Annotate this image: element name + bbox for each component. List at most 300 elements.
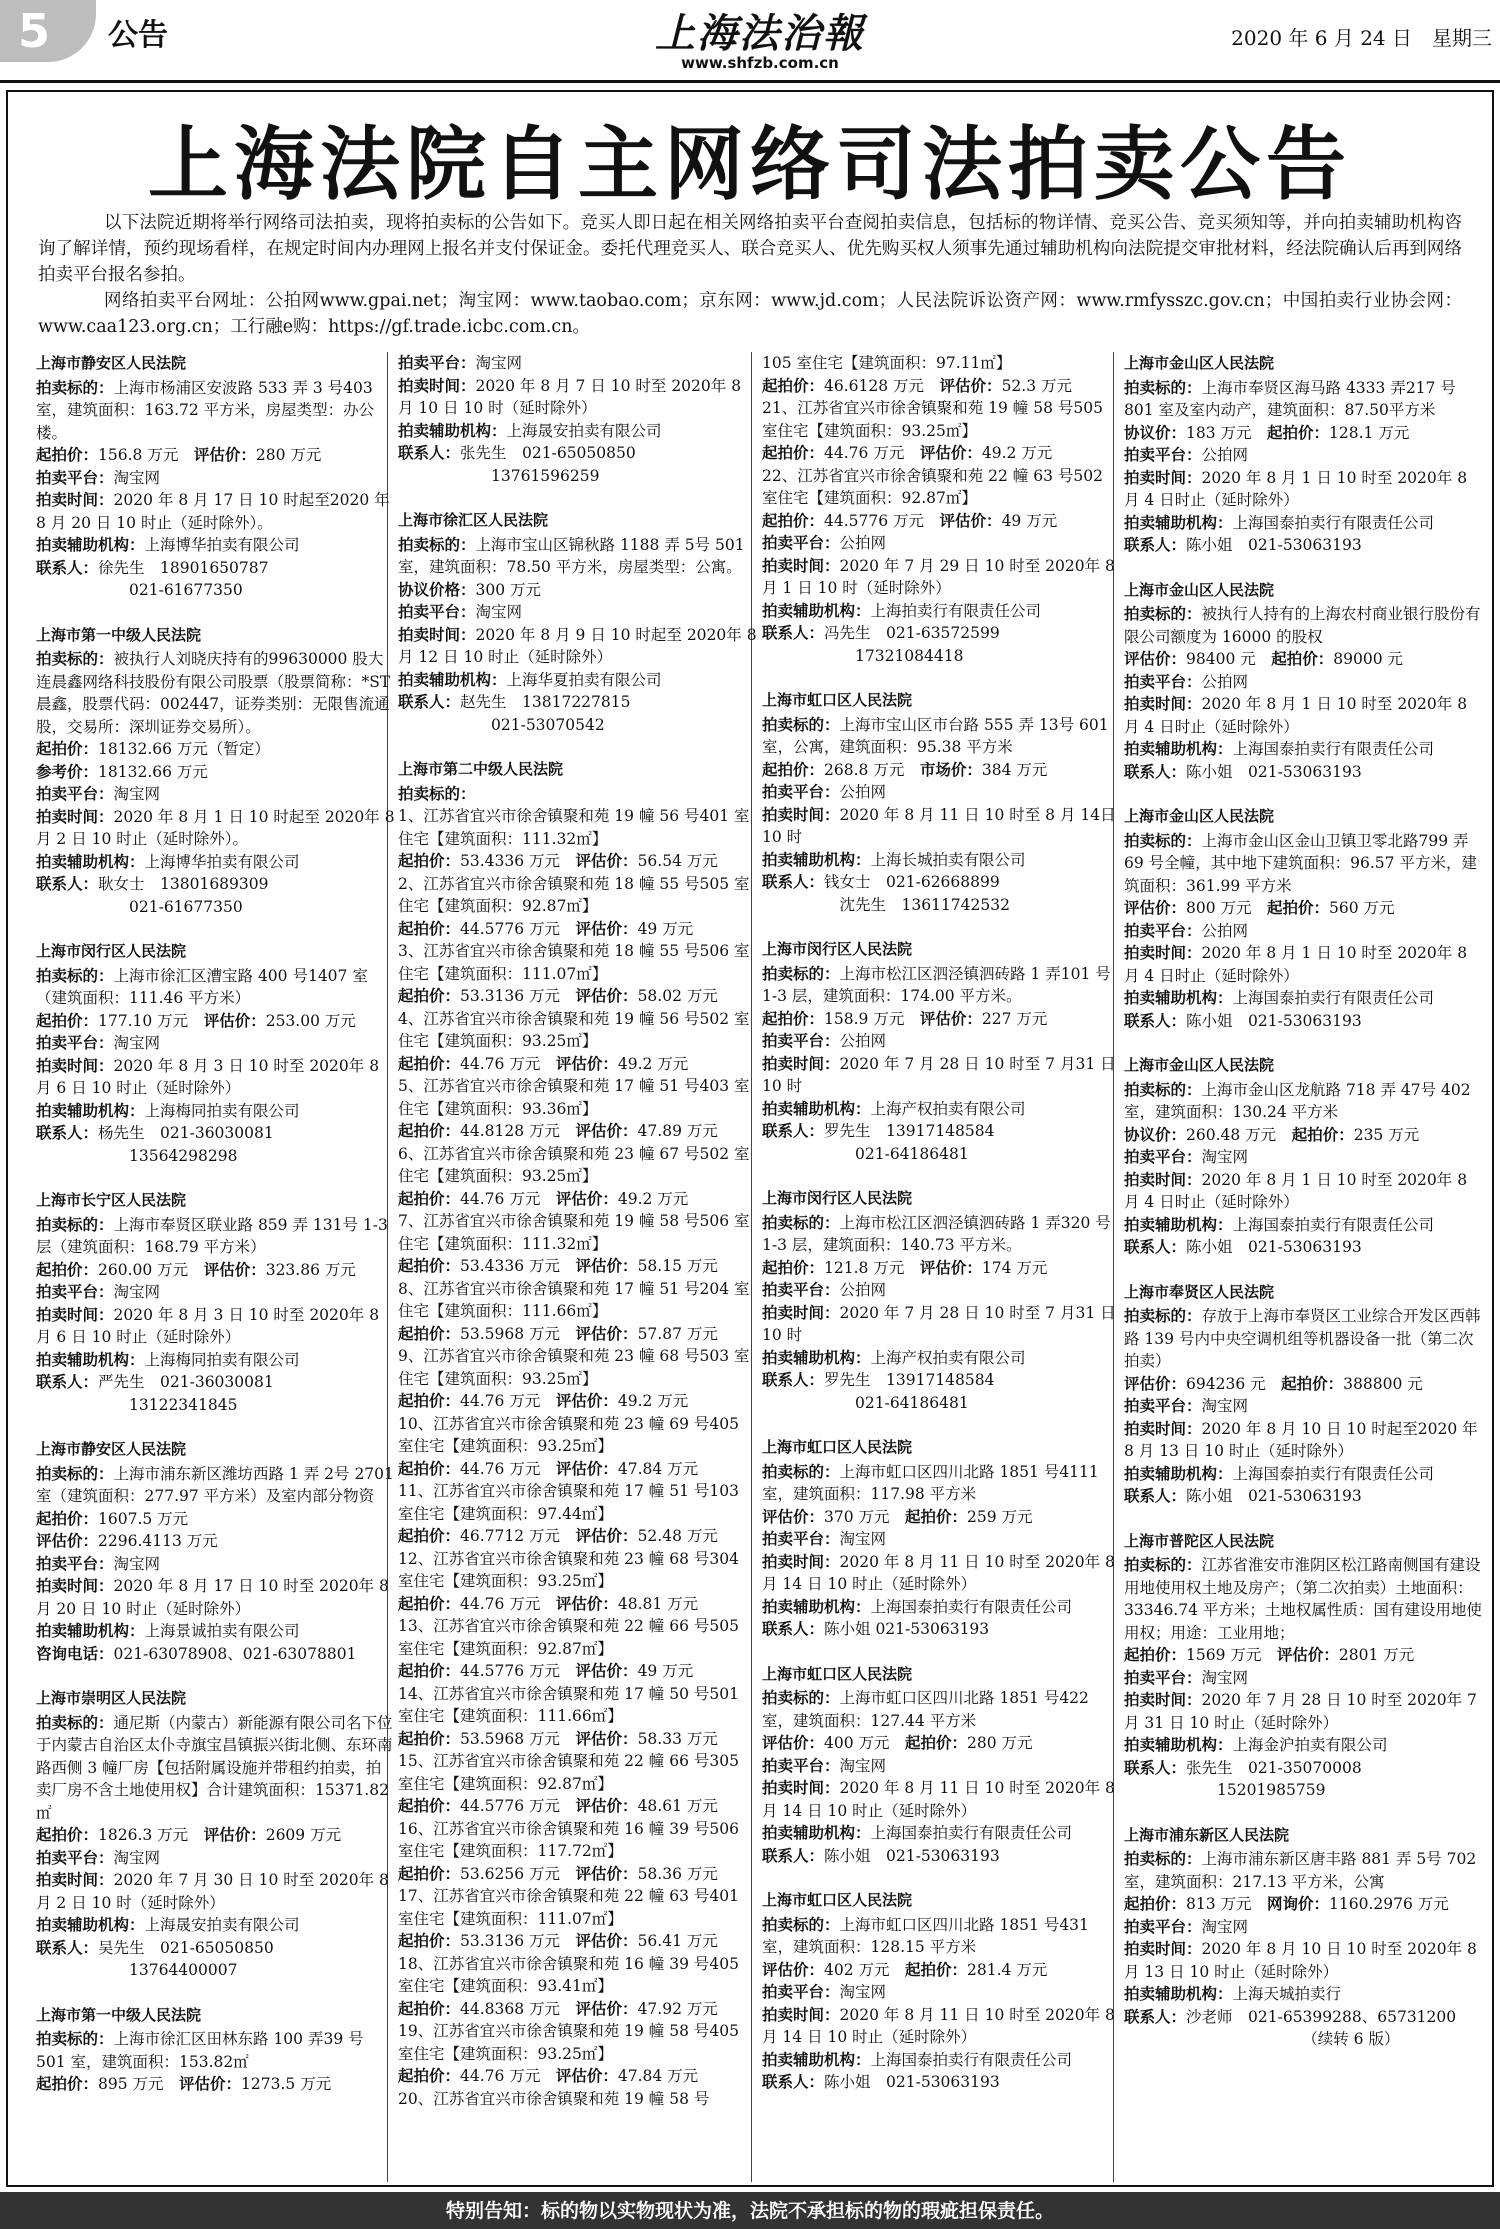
notice-line: 评估价：2296.4113 万元 (36, 1532, 218, 1550)
field-label: 起拍价： (398, 852, 461, 870)
notice-line: 拍卖标的：上海市宝山区锦秋路 1188 弄 5号 501 室，建筑面积：78.50 平方米，房屋类型：公寓。 (398, 535, 750, 576)
field-label: 评估价： (575, 852, 638, 870)
notice-line: 拍卖辅助机构：上海国泰拍卖行有限责任公司 (1124, 989, 1435, 1007)
notice-line: 联系人：赵先生 13817227815 (398, 693, 631, 711)
field-label: 协议价格： (398, 580, 476, 599)
footer-disclaimer: 特别告知：标的物以实物现状为准，法院不承担标的物的瑕疵担保责任。 (445, 2200, 1054, 2222)
field-label: 市场价： (919, 760, 982, 779)
notice-line: 评估价：98400 元 起拍价：89000 元 (1124, 650, 1404, 668)
field-label: 拍卖辅助机构： (762, 1824, 871, 1842)
court-name: 上海市金山区人民法院 (1124, 807, 1275, 825)
field-label: 拍卖平台： (398, 603, 476, 621)
field-label: 拍卖平台： (1124, 1148, 1202, 1166)
court-name: 上海市闵行区人民法院 (36, 942, 187, 960)
newspaper-url: www.shfzb.com.cn (681, 54, 839, 72)
field-label: 拍卖标的： (36, 650, 114, 668)
notice-line: 拍卖平台：淘宝网 (1124, 1148, 1249, 1166)
notice-line: 拍卖标的：上海市虹口区四川北路 1851 号431 室，建筑面积：128.15 平方米 (762, 1915, 1094, 1956)
notice-line: 16、江苏省宜兴市徐舍镇聚和苑 16 幢 39 号506 室住宅【建筑面积：117.72㎡】 (398, 1819, 744, 1860)
notice-line: 协议价：183 万元 起拍价：128.1 万元 (1124, 423, 1410, 442)
field-label: 拍卖时间： (1124, 1419, 1202, 1438)
auction-notice (398, 509, 762, 736)
notice-line: 联系人：陈小姐 021-53063193 (1124, 762, 1362, 781)
notice-line: 联系人：罗先生 13917148584 (762, 1371, 995, 1389)
notice-line: 拍卖平台：公拍网 (1124, 672, 1249, 691)
notice-line: 拍卖时间：2020 年 8 月 3 日 10 时至 2020年 8 月 6 日 10 时止（延时除外） (36, 1305, 384, 1346)
field-label: 评估价： (1124, 650, 1187, 668)
notice-line: 拍卖平台：公拍网 (762, 534, 887, 552)
field-label: 拍卖平台： (1124, 921, 1202, 940)
notice-line: 4、江苏省宜兴市徐舍镇聚和苑 19 幢 56 号502 室住宅【建筑面积：93.25㎡】 (398, 1009, 750, 1050)
field-label: 拍卖辅助机构： (36, 852, 145, 871)
notice-line: 20、江苏省宜兴市徐舍镇聚和苑 19 幢 58 号 (398, 2089, 710, 2108)
court-name: 上海市第一中级人民法院 (36, 2005, 202, 2024)
notice-line: 拍卖平台：淘宝网 (762, 1983, 887, 2001)
notice-line: 拍卖标的：存放于上海市奉贤区工业综合开发区西韩路 139 号内中央空调机组等机器设备一批（第二次拍卖） (1124, 1307, 1481, 1370)
field-label: 评估价： (36, 1532, 99, 1550)
notice-line: 拍卖时间：2020 年 8 月 17 日 10 时至 2020年 8 月 20 日 10 时止（延时除外） (36, 1577, 394, 1618)
court-name: 上海市普陀区人民法院 (1124, 1531, 1275, 1550)
notice-line: 起拍价：53.4336 万元 评估价：58.15 万元 (398, 1257, 718, 1275)
field-label: 评估价： (575, 1999, 638, 2018)
notice-line: 起拍价：44.76 万元 评估价：49.2 万元 (398, 1392, 689, 1410)
field-label: 拍卖标的： (762, 1915, 840, 1934)
notice-line: 起拍价：53.5968 万元 评估价：57.87 万元 (398, 1324, 718, 1343)
field-label: 评估价： (193, 446, 256, 464)
auction-notice (398, 758, 758, 2110)
field-label: 拍卖辅助机构： (762, 2050, 871, 2069)
field-label: 评估价： (179, 2075, 242, 2093)
field-label: 联系人： (1124, 1758, 1187, 1777)
field-label: 起拍价： (762, 444, 825, 462)
auction-notice (1124, 805, 1484, 1032)
notice-line: 拍卖平台：淘宝网 (1124, 1668, 1249, 1687)
masthead (0, 0, 1500, 86)
notice-line: 14、江苏省宜兴市徐舍镇聚和苑 17 幢 50 号501 室住宅【建筑面积：111.66㎡】 (398, 1684, 744, 1725)
notice-line: 拍卖辅助机构：上海博华拍卖有限公司 (36, 536, 300, 554)
field-label: 起拍价： (762, 511, 825, 530)
field-label: 拍卖平台： (762, 534, 840, 552)
field-label: 拍卖标的： (762, 964, 840, 983)
court-name: 上海市奉贤区人民法院 (1124, 1282, 1275, 1301)
field-label: 拍卖辅助机构： (36, 536, 145, 554)
notice-line: 5、江苏省宜兴市徐舍镇聚和苑 17 幢 51 号403 室住宅【建筑面积：93.36㎡】 (398, 1077, 750, 1118)
notice-line: 拍卖平台：淘宝网 (398, 603, 523, 621)
field-label: 联系人： (36, 1373, 99, 1391)
field-label: 评估价： (939, 511, 1002, 530)
notice-line: 22、江苏省宜兴市徐舍镇聚和苑 22 幢 63 号502 室住宅【建筑面积：92.87㎡】 (762, 466, 1108, 507)
field-label: 起拍价： (1271, 650, 1334, 668)
notice-line: 021-61677350 (36, 897, 243, 916)
field-label: 拍卖平台： (762, 1281, 840, 1299)
field-label: 评估价： (575, 1729, 638, 1748)
field-label: 起拍价： (36, 2075, 99, 2093)
auction-notice (36, 940, 396, 1167)
field-label: 起拍价： (1281, 1374, 1344, 1393)
field-label: 起拍价： (398, 1527, 461, 1545)
field-label: 评估价： (555, 1189, 618, 1208)
field-label: 协议价： (1124, 1125, 1187, 1144)
notice-line: 021-64186481 (762, 1393, 969, 1412)
field-label: 拍卖辅助机构： (398, 670, 507, 689)
field-label: 起拍价： (1267, 899, 1330, 917)
notice-line: 起拍价：46.6128 万元 评估价：52.3 万元 (762, 376, 1073, 395)
field-label: 评估价： (575, 919, 638, 938)
notice-line: 拍卖时间：2020 年 8 月 11 日 10 时至 8 月 14日 10 时 (762, 805, 1121, 846)
field-label: 拍卖平台： (36, 1554, 114, 1573)
field-label: 起拍价： (398, 1594, 461, 1613)
page-headline: 上海法院自主网络司法拍卖公告 (148, 117, 1352, 211)
notice-line: 拍卖辅助机构：上海国泰拍卖行有限责任公司 (762, 1824, 1073, 1842)
notice-line: 起拍价：53.3136 万元 评估价：56.41 万元 (398, 1932, 718, 1950)
court-name: 上海市闵行区人民法院 (762, 940, 913, 958)
notice-line: 拍卖标的：上海市金山区龙航路 718 弄 47号 402 室，建筑面积：130.24 平方米 (1124, 1080, 1476, 1121)
field-label: 评估价： (575, 1122, 638, 1140)
field-label: 参考价： (36, 762, 99, 781)
field-label: 拍卖时间： (1124, 1691, 1202, 1709)
notice-line: 起拍价：44.76 万元 评估价：47.84 万元 (398, 1459, 699, 1478)
field-label: 拍卖时间： (762, 556, 840, 575)
notice-line: 起拍价：895 万元 评估价：1273.5 万元 (36, 2075, 332, 2093)
auction-notice (762, 352, 1122, 667)
notice-line: 拍卖时间：2020 年 7 月 28 日 10 时至 2020年 7 月 31 日 10 时止（延时除外） (1124, 1691, 1482, 1732)
auction-notice (1124, 1281, 1484, 1508)
field-label: 拍卖辅助机构： (398, 421, 507, 440)
field-label: 拍卖平台： (762, 1983, 840, 2001)
notice-line: 参考价：18132.66 万元 (36, 762, 208, 781)
notice-line: 7、江苏省宜兴市徐舍镇聚和苑 19 幢 58 号506 室住宅【建筑面积：111.32㎡】 (398, 1212, 750, 1253)
notice-line: 拍卖标的：上海市徐汇区漕宝路 400 号1407 室（建筑面积：111.46 平方米） (36, 966, 368, 1007)
field-label: 起拍价： (398, 987, 461, 1005)
field-label: 拍卖辅助机构： (762, 1348, 871, 1367)
notice-line: 联系人：张先生 021-35070008 (1124, 1758, 1362, 1777)
notice-line: 联系人：徐先生 18901650787 (36, 558, 269, 577)
notice-line: 021-61677350 (36, 581, 243, 599)
notice-line: 拍卖时间：2020 年 8 月 1 日 10 时至 2020年 8 月 4 日时止（延时除外） (1124, 468, 1472, 509)
field-label: 评估价： (575, 1257, 638, 1275)
field-label: 评估价： (555, 1392, 618, 1410)
notice-line: 起拍价：121.8 万元 评估价：174 万元 (762, 1258, 1048, 1277)
notice-line: 拍卖平台：淘宝网 (762, 1530, 887, 1548)
field-label: 联系人： (762, 624, 825, 642)
field-label: 评估价： (1276, 1646, 1339, 1664)
field-label: 拍卖标的： (1124, 1307, 1202, 1325)
notice-line: 拍卖时间：2020 年 8 月 11 日 10 时至 2020年 8 月 14 日 10 时止（延时除外） (762, 1779, 1120, 1820)
field-label: 联系人： (1124, 1011, 1187, 1030)
field-label: 拍卖标的： (1124, 378, 1202, 397)
notice-line: 拍卖标的：上海市虹口区四川北路 1851 号4111 室，建筑面积：117.98 平方米 (762, 1462, 1104, 1503)
notice-line: 起拍价：44.8128 万元 评估价：47.89 万元 (398, 1122, 718, 1140)
notice-line: 拍卖标的：上海市浦东新区唐丰路 881 弄 5号 702 室，建筑面积：217.13 平方米，公寓 (1124, 1850, 1482, 1891)
intro-text (38, 210, 1462, 340)
notice-line: 联系人：陈小姐 021-53063193 (1124, 1011, 1362, 1030)
field-label: 拍卖标的： (36, 378, 114, 397)
field-label: 拍卖平台： (36, 468, 114, 487)
notice-line: 起拍价：158.9 万元 评估价：227 万元 (762, 1009, 1048, 1028)
field-label: 起拍价： (398, 1864, 461, 1883)
auction-notice (36, 1687, 396, 1982)
notice-line: 18、江苏省宜兴市徐舍镇聚和苑 16 幢 39 号405 室住宅【建筑面积：93.41㎡】 (398, 1954, 744, 1995)
field-label: 起拍价： (1124, 1895, 1187, 1913)
notice-line: 评估价：400 万元 起拍价：280 万元 (762, 1734, 1033, 1752)
field-label: 起拍价： (398, 2067, 461, 2085)
field-label: 起拍价： (398, 1257, 461, 1275)
notice-line: 拍卖平台：公拍网 (1124, 446, 1249, 464)
court-name: 上海市长宁区人民法院 (36, 1191, 187, 1209)
field-label: 拍卖时间： (1124, 468, 1202, 487)
court-name: 上海市金山区人民法院 (1124, 1056, 1275, 1074)
field-label: 联系人： (36, 558, 99, 577)
notice-line: 拍卖时间：2020 年 7 月 30 日 10 时至 2020年 8 月 2 日 10 时（延时除外） (36, 1871, 394, 1912)
notice-line: 拍卖标的：被执行人持有的上海农村商业银行股份有限公司额度为 16000 的股权 (1124, 605, 1481, 646)
notice-line: 拍卖标的：上海市奉贤区联业路 859 弄 131号 1-3 层（建筑面积：168.79 平方米） (36, 1215, 393, 1256)
notice-line: 拍卖辅助机构：上海国泰拍卖行有限责任公司 (1124, 513, 1435, 532)
notice-line (398, 783, 758, 806)
field-label: 评估价： (919, 444, 982, 462)
field-label: 联系人： (1124, 762, 1187, 781)
notice-line: 021-64186481 (762, 1144, 969, 1163)
court-name: 上海市金山区人民法院 (1124, 354, 1275, 372)
field-label: 网询价： (1267, 1895, 1330, 1913)
notice-line: 联系人：冯先生 021-63572599 (762, 624, 1000, 642)
notice-line: 拍卖时间：2020 年 8 月 1 日 10 时至 2020年 8 月 4 日时止（延时除外） (1124, 944, 1472, 985)
notice-line: 拍卖辅助机构：上海产权拍卖有限公司 (762, 1348, 1026, 1367)
court-name: 上海市虹口区人民法院 (762, 1438, 913, 1456)
notice-line: 拍卖标的：上海市徐汇区田林东路 100 弄39 号 501 室，建筑面积：153.82㎡ (36, 2030, 369, 2071)
field-label: 拍卖标的： (36, 1713, 114, 1732)
court-name: 上海市第二中级人民法院 (398, 760, 564, 778)
intro-paragraph: 以下法院近期将举行网络司法拍卖，现将拍卖标的公告如下。竞买人即日起在相关网络拍卖平台查阅拍卖信息，包括标的物详情、竞买公告、竞买须知等，并向拍卖辅助机构咨询了解详情，预约现场看样，在规定时间内办理网上报名并支付保证金。委托代理竞买人、联合竞买人、优先购买权人须事先通过辅助机构向法院提交审批材料，经法院确认后再到网络拍卖平台报名参拍。 (38, 213, 1462, 285)
auction-notice (36, 352, 396, 602)
notice-line: 起拍价：44.76 万元 评估价：47.84 万元 (398, 2067, 699, 2085)
notice-line: 19、江苏省宜兴市徐舍镇聚和苑 19 幢 58 号405 室住宅【建筑面积：93.25㎡】 (398, 2022, 744, 2063)
auction-notice (1124, 1530, 1484, 1802)
newspaper-logo: 上海法治報 (655, 10, 865, 57)
field-label: 拍卖辅助机构： (762, 601, 871, 620)
page-number-badge (0, 0, 96, 62)
field-label: 评估价： (762, 1960, 825, 1979)
court-name: 上海市金山区人民法院 (1124, 580, 1275, 599)
field-label: 评估价： (575, 1797, 638, 1815)
notice-line: 13、江苏省宜兴市徐舍镇聚和苑 22 幢 66 号505 室住宅【建筑面积：92.87㎡】 (398, 1617, 744, 1658)
notice-line: 联系人：陈小姐 021-53063193 (762, 2073, 1000, 2091)
field-label: 评估价： (1124, 899, 1187, 917)
notice-line: 拍卖标的：上海市杨浦区安波路 533 弄 3 号403 室，建筑面积：163.72 平方米，房屋类型：办公楼。 (36, 378, 378, 442)
field-label: 起拍价： (36, 1509, 99, 1528)
notice-line: 13122341845 (36, 1395, 238, 1414)
field-label: 起拍价： (762, 1009, 825, 1028)
notice-line: 起拍价：44.5776 万元 评估价：48.61 万元 (398, 1797, 718, 1815)
field-label: 拍卖标的： (1124, 831, 1202, 850)
field-label: 联系人： (398, 444, 461, 462)
notice-line: 拍卖辅助机构：上海拍卖行有限责任公司 (762, 601, 1042, 620)
field-label: 联系人： (1124, 536, 1187, 554)
notice-line: 15、江苏省宜兴市徐舍镇聚和苑 22 幢 66 号305 室住宅【建筑面积：92.87㎡】 (398, 1752, 744, 1793)
notice-line: 联系人：陈小姐 021-53063193 (1124, 1487, 1362, 1505)
field-label: 拍卖标的： (36, 1464, 114, 1483)
notice-line: 联系人：陈小姐 021-53063193 (762, 1846, 1000, 1865)
notice-line: 拍卖时间：2020 年 8 月 7 日 10 时至 2020年 8 月 10 日 10 时（延时除外） (398, 376, 746, 417)
notice-line: 9、江苏省宜兴市徐舍镇聚和苑 23 幢 68 号503 室住宅【建筑面积：93.25㎡】 (398, 1347, 750, 1388)
field-label: 起拍价： (398, 1054, 461, 1073)
field-label: 联系人： (36, 1938, 99, 1957)
notice-line: 起拍价：177.10 万元 评估价：253.00 万元 (36, 1011, 356, 1030)
notice-line: 评估价：370 万元 起拍价：259 万元 (762, 1507, 1033, 1526)
notice-line: 起拍价：44.76 万元 评估价：48.81 万元 (398, 1594, 699, 1613)
field-label: 拍卖辅助机构： (1124, 1985, 1233, 2003)
field-label: 拍卖平台： (762, 1032, 840, 1050)
field-label: 拍卖时间： (398, 376, 476, 395)
notice-line: 起拍价：44.76 万元 评估价：49.2 万元 (398, 1054, 689, 1073)
notice-line: 021-53070542 (398, 715, 605, 734)
field-label: 起拍价： (398, 1459, 461, 1478)
notice-column-4 (1124, 352, 1484, 2073)
field-label: 起拍价： (1124, 1646, 1187, 1664)
notice-line: 21、江苏省宜兴市徐舍镇聚和苑 19 幢 58 号505 室住宅【建筑面积：93.25㎡】 (762, 399, 1108, 440)
notice-line: 起拍价：46.7712 万元 评估价：52.48 万元 (398, 1527, 718, 1545)
auction-notice (36, 2004, 396, 2096)
notice-line: 拍卖平台：淘宝网 (762, 1756, 887, 1775)
field-label: 拍卖平台： (762, 783, 840, 801)
notice-column-3 (762, 352, 1122, 2116)
field-label: 拍卖标的： (36, 2030, 114, 2048)
field-label: 拍卖时间： (36, 807, 114, 826)
notice-line: 联系人：耿女士 13801689309 (36, 875, 269, 893)
field-label: 拍卖标的： (36, 1215, 114, 1234)
notice-line: 评估价：800 万元 起拍价：560 万元 (1124, 899, 1395, 917)
field-label: 拍卖平台： (36, 1848, 114, 1867)
notice-line: 起拍价：44.5776 万元 评估价：49 万元 (398, 1662, 694, 1680)
field-label: 拍卖辅助机构： (36, 1350, 145, 1369)
field-label: 拍卖时间： (762, 2005, 840, 2024)
auction-notice (1124, 352, 1484, 557)
notice-line: 17、江苏省宜兴市徐舍镇聚和苑 22 幢 63 号401 室住宅【建筑面积：111.07㎡】 (398, 1887, 744, 1928)
court-name: 上海市浦东新区人民法院 (1124, 1825, 1290, 1844)
notice-line: 联系人：钱女士 021-62668899 (762, 873, 1000, 891)
field-label: 拍卖时间： (762, 1779, 840, 1797)
auction-notice (398, 352, 758, 487)
notice-line: 起拍价：53.5968 万元 评估价：58.33 万元 (398, 1729, 718, 1748)
field-label: 拍卖时间： (36, 1305, 114, 1324)
field-label: 拍卖平台： (1124, 1917, 1202, 1936)
notice-line: 拍卖标的：上海市虹口区四川北路 1851 号422 室，建筑面积：127.44 平方米 (762, 1689, 1094, 1730)
field-label: 评估价： (575, 1662, 638, 1680)
field-label: 联系人： (762, 1371, 825, 1389)
notice-line: 拍卖标的：上海市金山区金山卫镇卫零北路799 弄 69 号全幢，其中地下建筑面积：96.57 平方米，建筑面积：361.99 平方米 (1124, 831, 1477, 895)
notice-line: 联系人：陈小姐 021-53063193 (1124, 536, 1362, 554)
notice-line: 拍卖时间：2020 年 8 月 11 日 10 时至 2020年 8 月 14 日 10 时止（延时除外） (762, 1552, 1120, 1593)
notice-line: 12、江苏省宜兴市徐舍镇聚和苑 23 幢 68 号304 室住宅【建筑面积：93.25㎡】 (398, 1549, 744, 1590)
intro-paragraph: 网络拍卖平台网址：公拍网www.gpai.net；淘宝网：www.taobao.com；京东网：www.jd.com；人民法院诉讼资产网：www.rmfysszc.gov.cn；中国拍卖行业协会网：www.caa123.org.cn；工行融e购：https://gf.trade.icbc.com.cn。 (38, 291, 1462, 337)
field-label: 拍卖时间： (1124, 1170, 1202, 1189)
notice-line: 拍卖标的：上海市浦东新区潍坊西路 1 弄 2号 2701 室（建筑面积：277.97 平方米）及室内部分物资 (36, 1464, 399, 1505)
notice-line: 拍卖辅助机构：上海梅同拍卖有限公司 (36, 1101, 300, 1120)
notice-line: 拍卖标的：上海市宝山区市台路 555 弄 13号 601 室，公寓，建筑面积：95.38 平方米 (762, 715, 1114, 756)
field-label: 起拍价： (1291, 1125, 1354, 1144)
notice-line: 起拍价：44.76 万元 评估价：49.2 万元 (762, 444, 1053, 462)
notice-line: 拍卖时间：2020 年 8 月 10 日 10 时起至2020 年 8 月 13 日 10 时止（延时除外） (1124, 1419, 1483, 1460)
field-label: 起拍价： (36, 1260, 99, 1279)
field-label: 拍卖标的： (1124, 1556, 1202, 1574)
notice-line: 联系人：陈小姐 021-53063193 (762, 1620, 990, 1638)
field-label: 评估价： (575, 1932, 638, 1950)
field-label: 拍卖辅助机构： (36, 1916, 145, 1934)
notice-line: 联系人：吴先生 021-65050850 (36, 1938, 274, 1957)
notice-line: 拍卖平台：淘宝网 (36, 468, 161, 487)
notice-line: 拍卖辅助机构：上海晟安拍卖有限公司 (398, 421, 662, 440)
court-name: 上海市静安区人民法院 (36, 354, 187, 372)
field-label: 拍卖平台： (1124, 1668, 1202, 1687)
field-label: 起拍价： (398, 1392, 461, 1410)
court-name: 上海市静安区人民法院 (36, 1440, 187, 1458)
field-label: 起拍价： (398, 1662, 461, 1680)
notice-line: 联系人：罗先生 13917148584 (762, 1122, 995, 1140)
field-label: 拍卖辅助机构： (1124, 1736, 1233, 1754)
field-label: 拍卖辅助机构： (1124, 513, 1233, 532)
auction-notice (1124, 1824, 1484, 2051)
field-label: 起拍价： (398, 1324, 461, 1343)
field-label: 起拍价： (36, 740, 99, 758)
field-label: 拍卖辅助机构： (1124, 1464, 1233, 1483)
notice-line: （续转 6 版） (1124, 2030, 1400, 2048)
notice-line: 拍卖平台：淘宝网 (398, 354, 523, 372)
field-label: 拍卖平台： (1124, 446, 1202, 464)
notice-line: 起拍价：813 万元 网询价：1160.2976 万元 (1124, 1895, 1449, 1913)
notice-line: 拍卖时间：2020 年 8 月 11 日 10 时至 2020年 8 月 14 日 10 时止（延时除外） (762, 2005, 1120, 2046)
notice-line: 拍卖时间：2020 年 8 月 1 日 10 时至 2020年 8 月 4 日时止（延时除外） (1124, 695, 1472, 736)
court-name: 上海市崇明区人民法院 (36, 1689, 187, 1707)
field-label: 拍卖时间： (762, 1303, 840, 1322)
field-label: 起拍价： (1267, 423, 1330, 442)
auction-notice (1124, 1054, 1484, 1259)
notice-line: 17321084418 (762, 646, 964, 665)
field-label: 拍卖时间： (36, 1056, 114, 1075)
field-label: 拍卖平台： (1124, 1397, 1202, 1415)
notice-line: 起拍价：53.3136 万元 评估价：58.02 万元 (398, 987, 718, 1005)
field-label: 拍卖平台： (36, 1283, 114, 1301)
field-label: 起拍价： (398, 1999, 461, 2018)
auction-notice (762, 1663, 1122, 1868)
field-label: 拍卖标的： (1124, 605, 1202, 623)
notice-line: 拍卖辅助机构：上海国泰拍卖行有限责任公司 (762, 1597, 1073, 1616)
notice-line: 拍卖平台：公拍网 (762, 1032, 887, 1050)
notice-line: 拍卖标的：上海市松江区泗泾镇泗砖路 1 弄320 号 1-3 层，建筑面积：140.73 平方米。 (762, 1213, 1116, 1254)
notice-line: 联系人：陈小姐 021-53063193 (1124, 1238, 1362, 1256)
field-label: 协议价： (1124, 423, 1187, 442)
field-label: 起拍价： (36, 1826, 99, 1844)
notice-line: 起拍价：53.4336 万元 评估价：56.54 万元 (398, 852, 718, 870)
field-label: 起拍价： (398, 1729, 461, 1748)
notice-line: 拍卖平台：淘宝网 (36, 1554, 161, 1573)
field-label: 起拍价： (905, 1960, 968, 1979)
auction-notice (36, 1438, 399, 1665)
field-label: 拍卖平台： (398, 354, 476, 372)
notice-line: 拍卖时间：2020 年 7 月 28 日 10 时至 7 月31 日 10 时 (762, 1303, 1121, 1344)
field-label: 联系人： (762, 1122, 825, 1140)
field-label: 评估价： (555, 2067, 618, 2085)
notice-line: 联系人：沙老师 021-65399288、65731200 (1124, 2007, 1457, 2026)
notice-line: 拍卖时间：2020 年 8 月 1 日 10 时至 2020年 8 月 4 日时止（延时除外） (1124, 1170, 1472, 1211)
field-label: 评估价： (555, 1459, 618, 1478)
field-label: 起拍价： (905, 1507, 968, 1526)
court-name: 上海市第一中级人民法院 (36, 625, 202, 644)
notice-line: 10、江苏省宜兴市徐舍镇聚和苑 23 幢 69 号405 室住宅【建筑面积：93.25㎡】 (398, 1414, 744, 1455)
field-label: 拍卖辅助机构： (1124, 740, 1233, 758)
field-label: 咨询电话： (36, 1644, 114, 1663)
field-label: 起拍价： (398, 1797, 461, 1815)
field-label: 起拍价： (398, 1932, 461, 1950)
notice-line: 拍卖平台：淘宝网 (36, 1283, 161, 1301)
